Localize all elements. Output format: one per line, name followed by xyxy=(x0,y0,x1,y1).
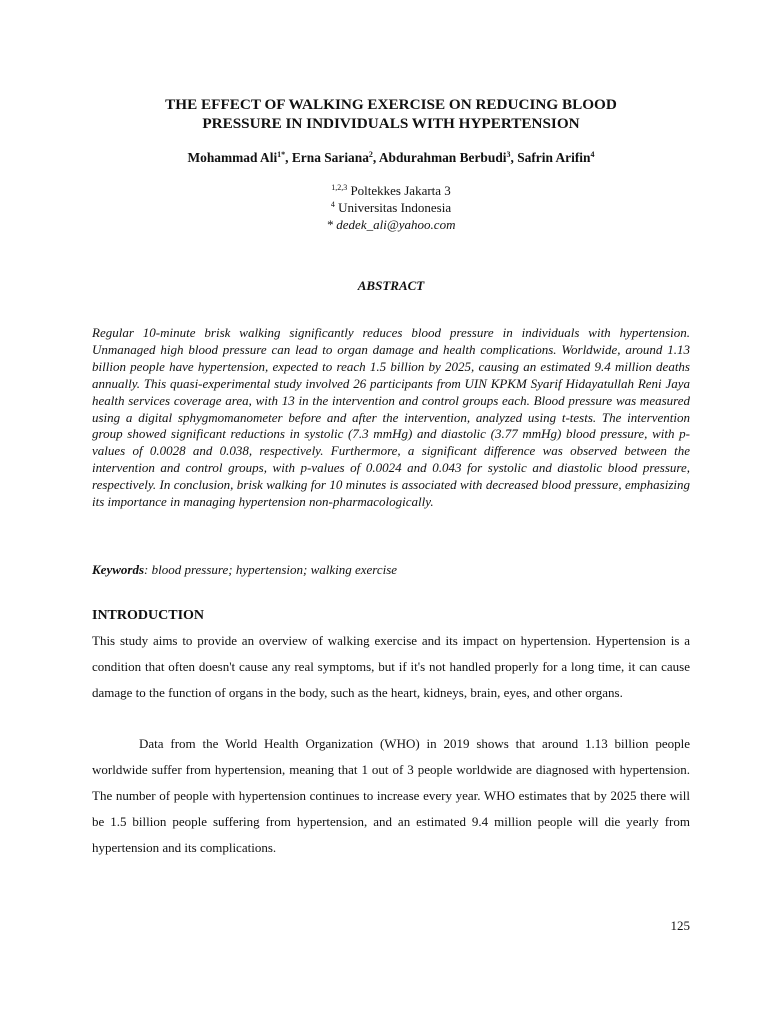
corresponding-email: * dedek_ali@yahoo.com xyxy=(326,217,456,232)
abstract-text: Regular 10-minute brisk walking significantly reduces blood pressure in individuals with hypertension. Unmanaged high blood pressure can lead to organ damage and health complications. Worldwide, around 1.13 billion people have hypertension, expected to reach 1.5 billion by 2025, causing an estimated 9.4 million deaths annually. This quasi-experimental study involved 26 participants from UIN KPKM Syarif Hidayatullah Reni Jaya health services coverage area, with 13 in the intervention and control groups each. Blood pressure was measured using a digital sphygmomanometer before and after the intervention, analyzed using t-tests. The intervention group showed significant reductions in systolic (7.3 mmHg) and diastolic (3.77 mmHg) blood pressure, with p-values of 0.0028 and 0.038, respectively. Furthermore, a significant difference was observed between the intervention and control groups, with p-values of 0.0024 and 0.043 for systolic and diastolic blood pressure, respectively. In conclusion, brisk walking for 10 minutes is associated with decreased blood pressure, emphasizing its importance in managing hypertension non-pharmacologically. xyxy=(92,325,690,510)
author-name: Mohammad Ali xyxy=(187,150,278,165)
keywords xyxy=(92,561,690,578)
author-affiliation-mark: 2 xyxy=(368,150,373,159)
page-number: 125 xyxy=(670,918,690,933)
author-affiliation-mark: 4 xyxy=(590,150,595,159)
affiliation-line xyxy=(92,199,690,216)
author-affiliation-mark: 1* xyxy=(277,150,286,159)
affiliation-text: Universitas Indonesia xyxy=(338,200,452,215)
affiliations xyxy=(92,182,690,233)
introduction-paragraph-2: Data from the World Health Organization (WHO) in 2019 shows that around 1.13 billion people worldwide suffer from hypertension, meaning that 1 out of 3 people worldwide are diagnosed with hypertension. The number of people with hypertension continues to increase every year. WHO estimates that by 2025 there will be 1.5 billion people suffering from hypertension, and an estimated 9.4 million people will die yearly from hypertension and its complications. xyxy=(92,736,690,855)
affiliation-text: Poltekkes Jakarta 3 xyxy=(350,183,451,198)
author-affiliation-mark: 3 xyxy=(506,150,511,159)
author-list: Mohammad Ali$^{1*}$, Erna Sariana$^2$, Abdurahman Berbudi$^3$, Safrin Arifin$^4$ xyxy=(187,150,595,165)
paper-title xyxy=(92,95,690,133)
title-line-2: PRESSURE IN INDIVIDUALS WITH HYPERTENSION xyxy=(202,115,580,132)
author-name: Safrin Arifin xyxy=(517,150,591,165)
keywords-text: : blood pressure; hypertension; walking exercise xyxy=(144,562,398,577)
abstract-heading: ABSTRACT xyxy=(357,278,425,293)
author-name: Abdurahman Berbudi xyxy=(378,150,507,165)
affiliation-mark: 4 xyxy=(330,200,335,209)
introduction-paragraph-1: This study aims to provide an overview of walking exercise and its impact on hypertension. Hypertension is a condition that often doesn't cause any real symptoms, but if it's not handled properly for a long time, it can cause damage to the function of organs in the body, such as the heart, kidneys, brain, eyes, and other organs. xyxy=(92,633,690,700)
affiliation-line xyxy=(92,182,690,199)
author-name: Erna Sariana xyxy=(291,150,369,165)
title-line-1: THE EFFECT OF WALKING EXERCISE ON REDUCING BLOOD xyxy=(165,96,617,113)
keywords-label: Keywords xyxy=(92,562,144,577)
affiliation-mark: 1,2,3 xyxy=(331,183,348,192)
introduction-heading: INTRODUCTION xyxy=(92,608,205,623)
